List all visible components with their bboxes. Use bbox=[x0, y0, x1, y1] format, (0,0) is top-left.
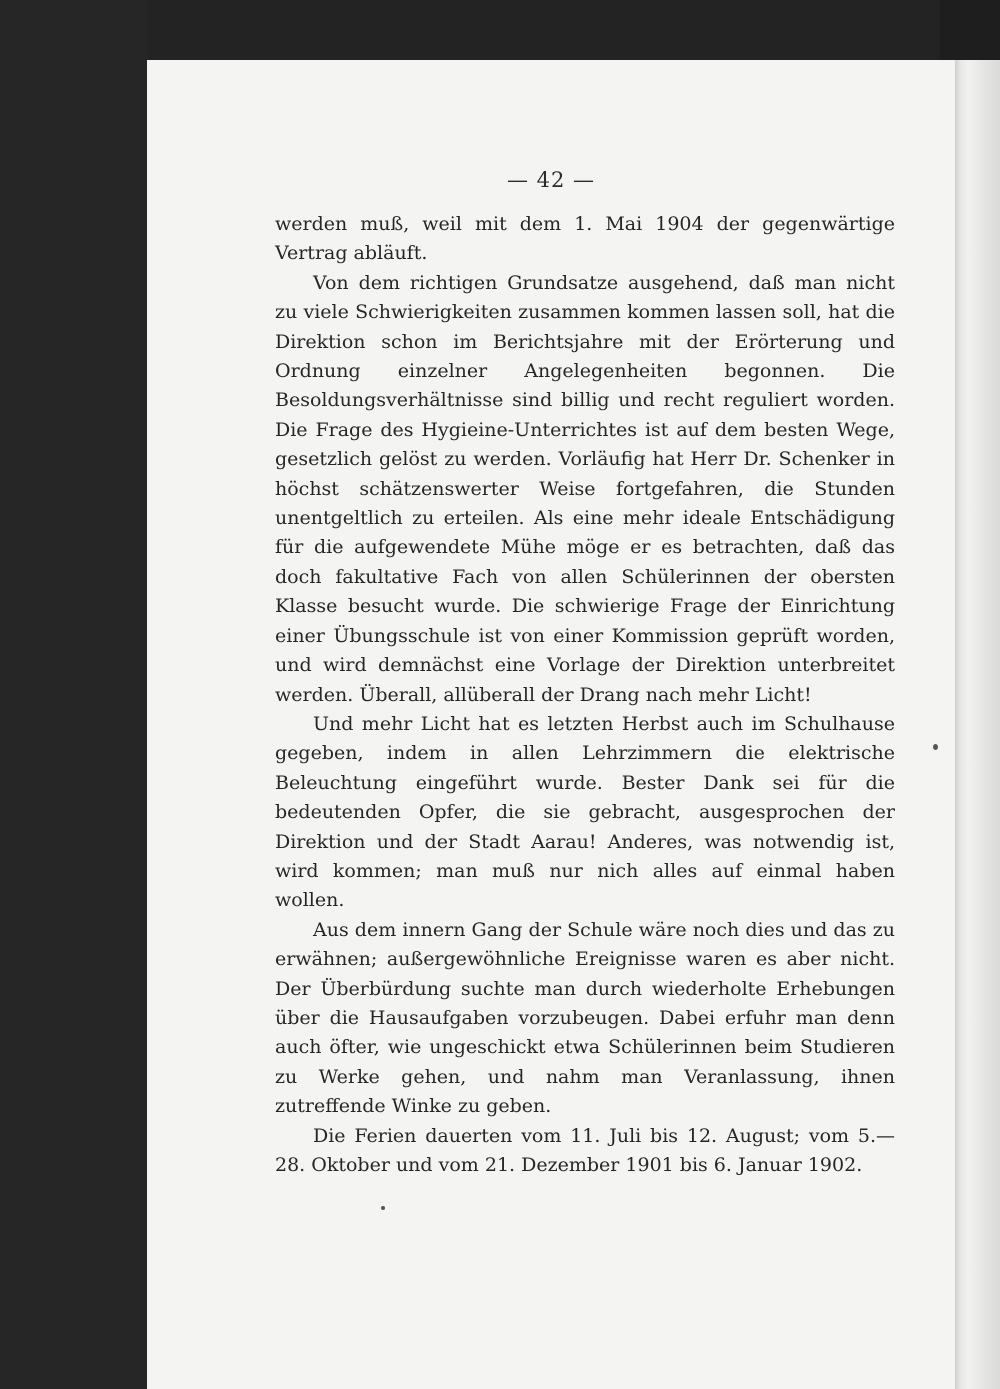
paragraph-4: Aus dem innern Gang der Schule wäre noch dies und das zu erwähnen; außergewöhnliche Ereignisse waren es aber nicht. Der Überbürdung suchte man durch wiederholte Erhebungen über die Hausaufgaben vorzubeugen. Dabei erfuhr man denn auch öfter, wie ungeschickt etwa Schülerinnen beim Studieren zu Werke gehen, und nahm man Veranlassung, ihnen zutreffende Winke zu geben. bbox=[275, 918, 895, 1118]
paragraph-1: werden muß, weil mit dem 1. Mai 1904 der gegenwärtige Vertrag abläuft. bbox=[275, 213, 895, 265]
page-number: — 42 — bbox=[506, 168, 596, 192]
page-edge bbox=[955, 60, 1000, 1389]
body-text bbox=[275, 210, 895, 1180]
scan-corner bbox=[940, 0, 1000, 62]
paragraph-3: Und mehr Licht hat es letzten Herbst auch im Schulhause gegeben, indem in allen Lehrzimmern die elektrische Beleuchtung eingeführt wurde. Bester Dank sei für die bedeutenden Opfer, die sie gebracht, ausgesprochen der Direktion und der Stadt Aarau! Anderes, was notwendig ist, wird kommen; man muß nur nich alles auf einmal haben wollen. bbox=[275, 712, 895, 912]
paragraph-2: Von dem richtigen Grundsatze ausgehend, daß man nicht zu viele Schwierigkeiten zusammen kommen lassen soll, hat die Direktion schon im Berichtsjahre mit der Erörterung und Ordnung einzelner Angelegenheiten begonnen. Die Besoldungsverhältnisse sind billig und recht reguliert worden. Die Frage des Hygieine-Unterrichtes ist auf dem besten Wege, gesetzlich gelöst zu werden. Vorläufig hat Herr Dr. Schenker in höchst schätzenswerter Weise fortgefahren, die Stunden unentgeltlich zu erteilen. Als eine mehr ideale Entschädigung für die aufgewendete Mühe möge er es betrachten, daß das doch fakultative Fach von allen Schülerinnen der obersten Klasse besucht wurde. Die schwierige Frage der Einrichtung einer Übungsschule ist von einer Kommission geprüft worden, und wird demnächst eine Vorlage der Direktion unterbreitet werden. Überall, allüberall der Drang nach mehr Licht! bbox=[275, 271, 895, 706]
paragraph-5: Die Ferien dauerten vom 11. Juli bis 12. August; vom 5.—28. Oktober und vom 21. Dezember 1901 bis 6. Januar 1902. bbox=[275, 1124, 895, 1176]
book-page bbox=[147, 60, 955, 1389]
paper-speck bbox=[381, 1206, 385, 1210]
paper-speck bbox=[933, 744, 938, 750]
scan-background bbox=[0, 0, 148, 1389]
